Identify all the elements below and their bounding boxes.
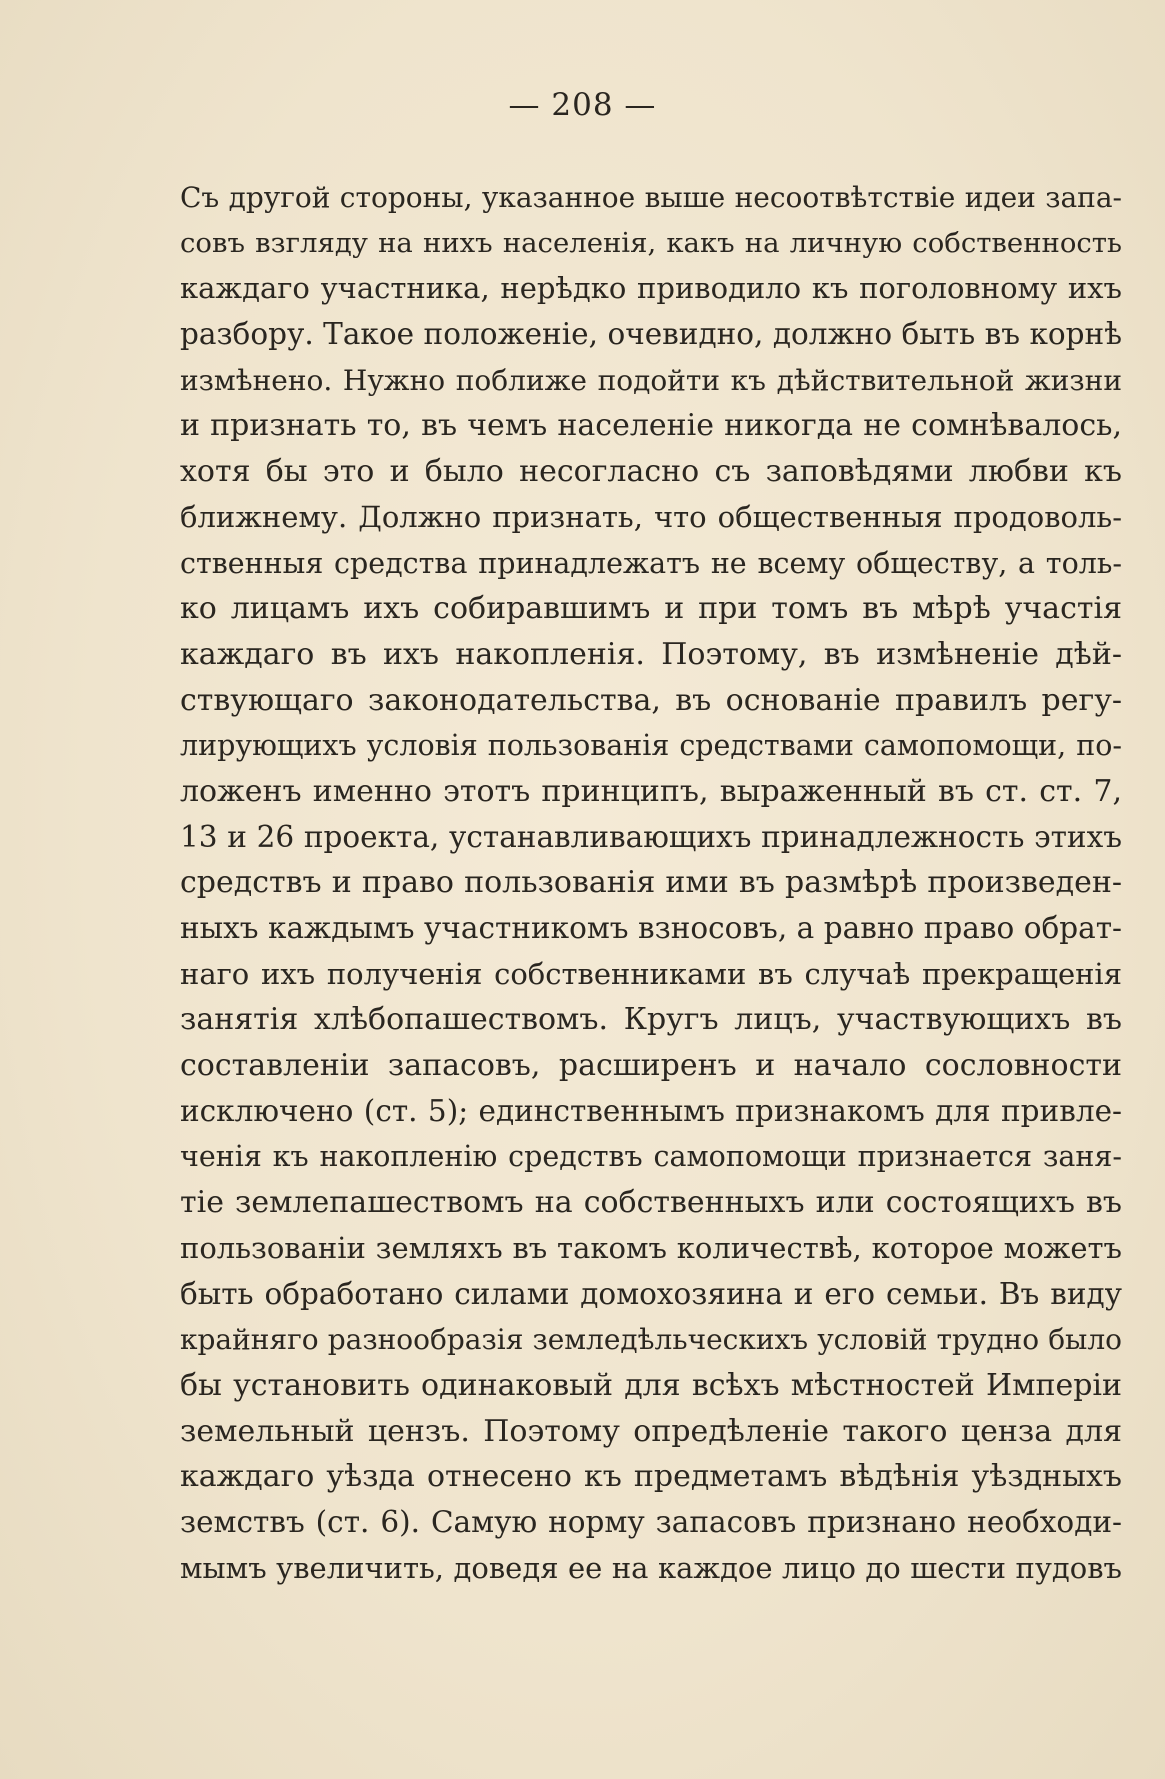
text-line: крайняго разнообразія земледѣльческихъ условій трудно было <box>180 1323 1122 1357</box>
text-line: измѣнено. Нужно поближе подойти къ дѣйствительной жизни <box>180 363 1122 397</box>
text-line: ченія къ накопленію средствъ самопомощи признается заня- <box>180 1140 1122 1174</box>
text-line: каждаго въ ихъ накопленія. Поэтому, въ измѣненіе дѣй- <box>180 636 1122 672</box>
text-line: исключено (ст. 5); единственнымъ признакомъ для привле- <box>180 1093 1122 1128</box>
body-text <box>180 175 1122 1591</box>
text-line: и признать то, въ чемъ населеніе никогда не сомнѣвалось, <box>180 408 1122 444</box>
text-line: лирующихъ условія пользованія средствами самопомощи, по- <box>180 729 1122 763</box>
text-line: каждаго уѣзда отнесено къ предметамъ вѣдѣнія уѣздныхъ <box>180 1459 1122 1495</box>
text-line: Съ другой стороны, указанное выше несоотвѣтствіе идеи запа- <box>180 181 1122 214</box>
text-line: средствъ и право пользованія ими въ размѣрѣ произведен- <box>180 865 1122 901</box>
text-line: разбору. Такое положеніе, очевидно, должно быть въ корнѣ <box>180 317 1122 352</box>
text-line: быть обработано силами домохозяина и его семьи. Въ виду <box>180 1276 1122 1311</box>
page-number: — 208 — <box>508 87 657 123</box>
text-line: ныхъ каждымъ участникомъ взносовъ, а равно право обрат- <box>180 911 1122 945</box>
text-line: ствующаго законодательства, въ основаніе правилъ регу- <box>180 682 1122 718</box>
text-line: земельный цензъ. Поэтому опредѣленіе такого ценза для <box>180 1413 1122 1449</box>
text-line: бы установить одинаковый для всѣхъ мѣстностей Имперіи <box>180 1367 1122 1403</box>
text-line: мымъ увеличить, доведя ее на каждое лицо до шести пудовъ <box>180 1550 1122 1585</box>
text-line: каждаго участника, нерѣдко приводило къ поголовному ихъ <box>180 271 1122 306</box>
text-line: ложенъ именно этотъ принципъ, выраженный въ ст. ст. 7, <box>180 773 1122 809</box>
text-line: пользованіи земляхъ въ такомъ количествѣ, которое можетъ <box>180 1230 1122 1265</box>
text-line: хотя бы это и было несогласно съ заповѣдями любви къ <box>180 454 1122 490</box>
text-line: тіе землепашествомъ на собственныхъ или состоящихъ въ <box>180 1185 1122 1221</box>
text-line: 13 и 26 проекта, устанавливающихъ принадлежность этихъ <box>180 819 1122 854</box>
text-line: занятія хлѣбопашествомъ. Кругъ лицъ, участвующихъ въ <box>180 1002 1122 1038</box>
text-line: совъ взгляду на нихъ населенія, какъ на личную собственность <box>180 226 1122 259</box>
text-line: ственныя средства принадлежатъ не всему обществу, а толь- <box>180 546 1122 580</box>
text-line: наго ихъ полученія собственниками въ случаѣ прекращенія <box>180 956 1122 991</box>
text-line: ближнему. Должно признать, что общественныя продоволь- <box>180 499 1122 534</box>
text-line: земствъ (ст. 6). Самую норму запасовъ признано необходи- <box>180 1504 1122 1539</box>
text-line: составленіи запасовъ, расширенъ и начало сословности <box>180 1048 1122 1084</box>
text-line: ко лицамъ ихъ собиравшимъ и при томъ въ мѣрѣ участія <box>180 591 1122 627</box>
